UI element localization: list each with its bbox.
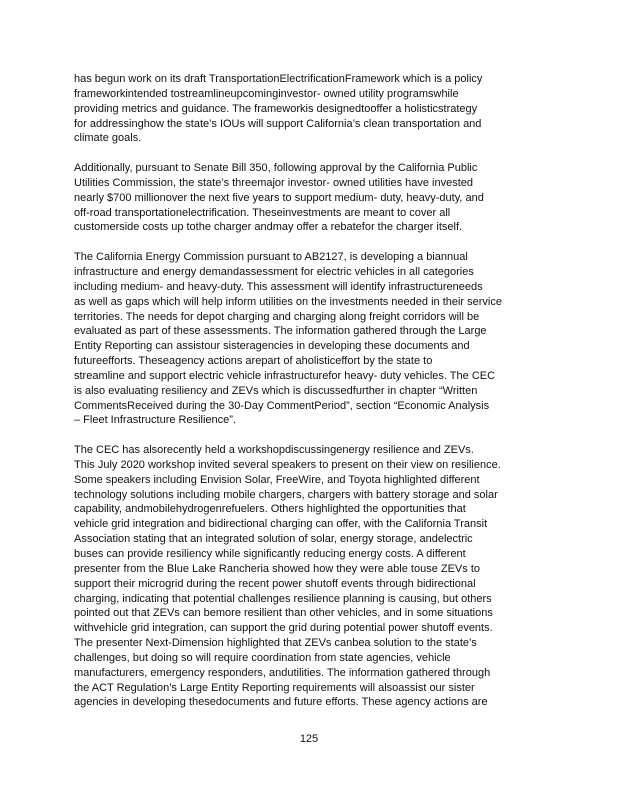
text-line: has begun work on its draft TransportationElectrificationFramework which is a policy: [74, 73, 483, 85]
text-line: Utilities Commission, the state’s threemajor investor- owned utilities have invested: [74, 176, 474, 189]
text-line: Some speakers including Envision Solar, FreeWire, and Toyota highlighted different: [74, 473, 480, 486]
text-line: capability, andmobilehydrogenrefuelers. Others highlighted the opportunities that: [74, 503, 466, 516]
text-line: climate goals.: [74, 132, 142, 145]
text-line: CommentsReceived during the 30-Day CommentPeriod”, section “Economic Analysis: [74, 399, 490, 412]
page-number: 125: [299, 733, 319, 745]
text-line: Additionally, pursuant to Senate Bill 350, following approval by the California Public: [74, 162, 478, 175]
text-line: vehicle grid integration and bidirectional charging can offer, with the California Transit: [74, 518, 488, 531]
text-line: – Fleet Infrastructure Resilience”.: [74, 414, 237, 427]
text-line: agencies in developing thesedocuments and future efforts. These agency actions are: [74, 696, 488, 709]
text-line: technology solutions including mobile chargers, chargers with battery storage and solar: [74, 488, 498, 501]
text-line: streamline and support electric vehicle infrastructurefor heavy- duty vehicles. The CEC: [74, 369, 496, 382]
text-line: This July 2020 workshop invited several speakers to present on their view on resilience.: [74, 458, 501, 471]
text-line: for addressinghow the state’s IOUs will support California’s clean transportation and: [74, 117, 482, 130]
text-line: the ACT Regulation’s Large Entity Reporting requirements will alsoassist our sister: [74, 681, 475, 694]
text-line: manufacturers, emergency responders, andutilities. The information gathered through: [74, 666, 491, 679]
text-line: customerside costs up tothe charger andmay offer a rebatefor the charger itself.: [74, 221, 463, 234]
text-line: challenges, but doing so will require coordination from state agencies, vehicle: [74, 651, 451, 664]
text-line: evaluated as part of these assessments. The information gathered through the Large: [74, 325, 487, 338]
text-line: presenter from the Blue Lake Rancheria showed how they were able touse ZEVs to: [74, 562, 481, 575]
paragraph-transportation-framework: [74, 72, 548, 146]
text-line: off-road transportationelectrification. Theseinvestments are meant to cover all: [74, 206, 451, 219]
paragraph-cec-workshop: [74, 443, 548, 710]
text-line: Association stating that an integrated solution of solar, energy storage, andelectric: [74, 533, 473, 546]
text-line: support their microgrid during the recent power shutoff events through bidirectional: [74, 577, 476, 590]
text-line: pointed out that ZEVs can bemore resilient than other vehicles, and in some situations: [74, 607, 493, 620]
text-line: withvehicle grid integration, can support the grid during potential power shutoff events.: [74, 622, 493, 635]
text-line: as well as gaps which will help inform utilities on the investments needed in their service: [74, 295, 502, 308]
text-line: The presenter Next-Dimension highlighted that ZEVs canbea solution to the state’s: [74, 637, 477, 650]
text-line: nearly $700 millionover the next five years to support medium- duty, heavy-duty, and: [74, 191, 484, 204]
text-line: providing metrics and guidance. The frameworkis designedtooffer a holisticstrategy: [74, 102, 478, 115]
text-line: charging, indicating that potential challenges resilience planning is causing, but others: [74, 592, 492, 605]
text-line: The California Energy Commission pursuant to AB2127, is developing a biannual: [74, 251, 468, 264]
text-line: is also evaluating resiliency and ZEVs which is discussedfurther in chapter “Written: [74, 384, 478, 397]
paragraph-cec-ab2127: [74, 250, 548, 428]
text-line: The CEC has alsorecently held a workshopdiscussingenergy resilience and ZEVs.: [74, 444, 474, 457]
body-text: [74, 72, 548, 725]
text-line: territories. The needs for depot charging and charging along freight corridors will be: [74, 310, 480, 323]
paragraph-senate-bill-350: [74, 161, 548, 235]
text-line: futureefforts. Theseagency actions arepart of aholisticeffort by the state to: [74, 355, 433, 368]
text-line: including medium- and heavy-duty. This assessment will identify infrastructureneeds: [74, 280, 483, 293]
text-line: Entity Reporting can assistour sisteragencies in developing these documents and: [74, 340, 470, 353]
text-line: buses can provide resiliency while significantly reducing energy costs. A different: [74, 548, 466, 560]
text-line: frameworkintended tostreamlineupcominginvestor- owned utility programswhile: [74, 87, 459, 100]
text-line: infrastructure and energy demandassessment for electric vehicles in all categories: [74, 265, 474, 278]
